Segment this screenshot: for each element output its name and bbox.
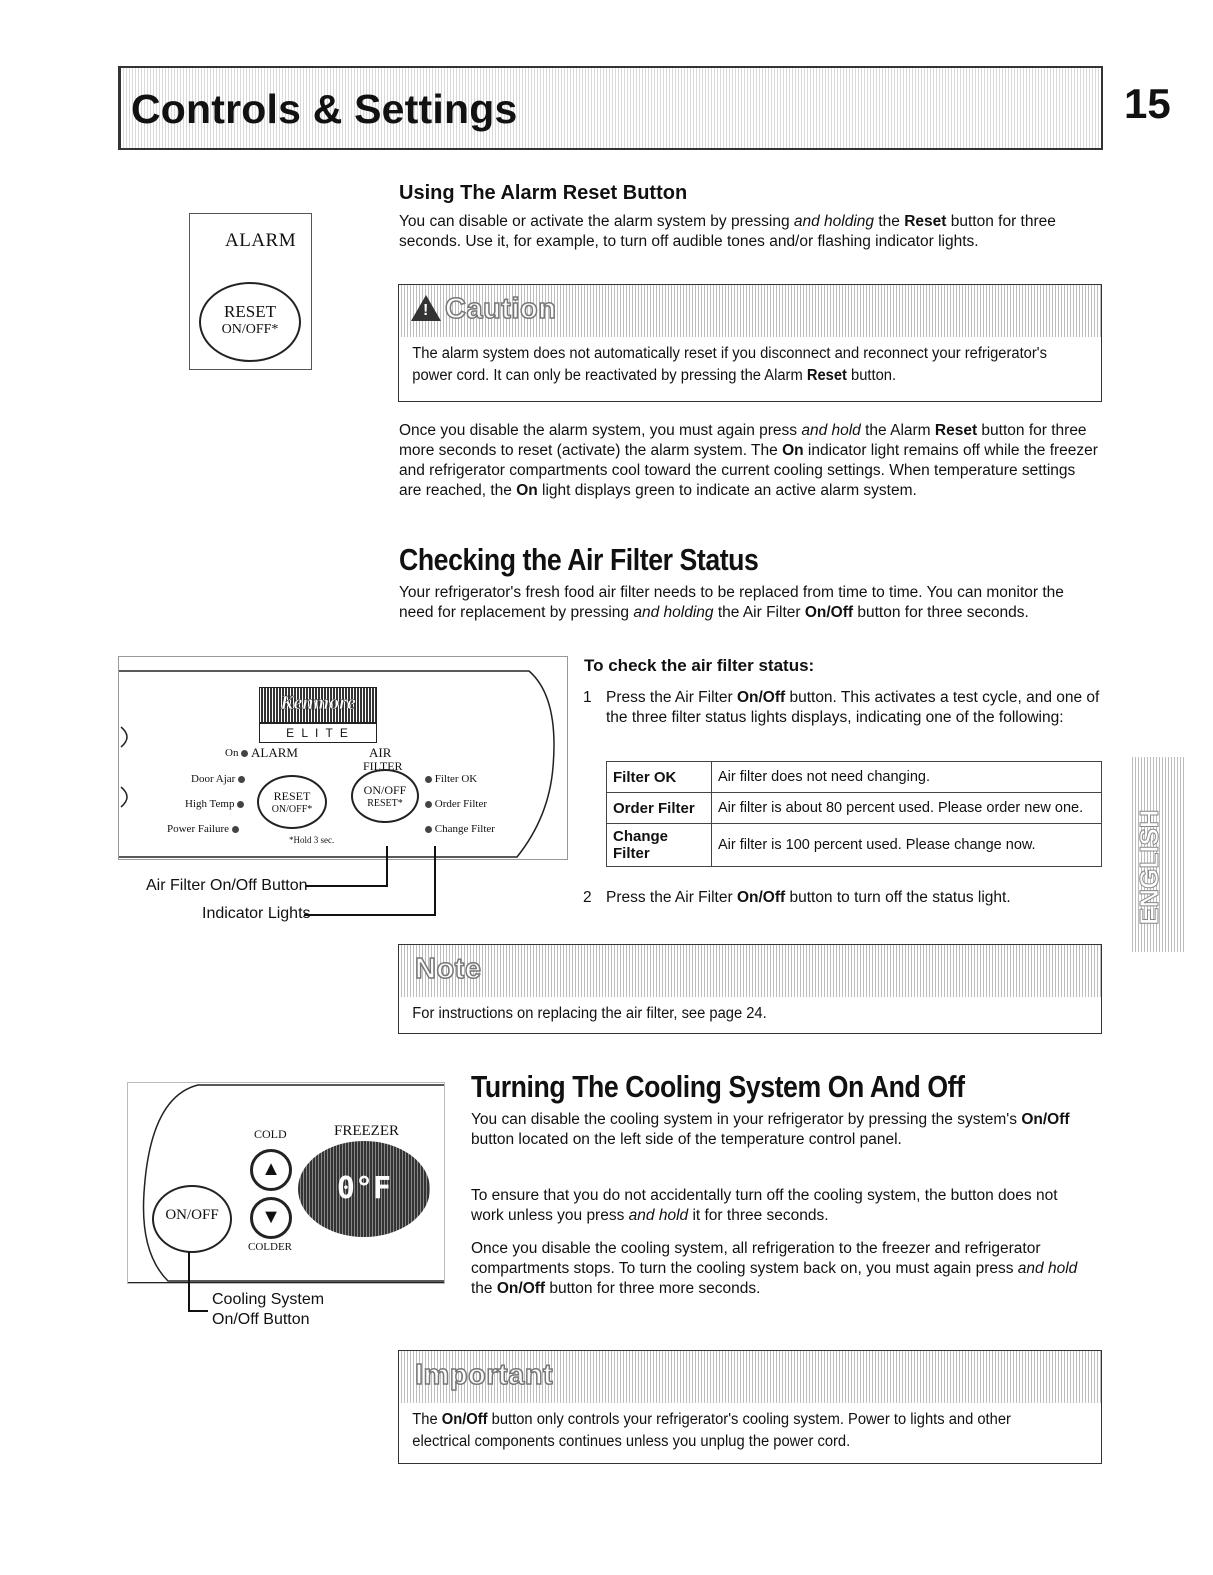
table-row: Filter OK Air filter does not need changing. [607, 762, 1102, 793]
onoff-label: ON/OFF* [221, 322, 279, 337]
filter-label: FILTER [363, 759, 403, 773]
callout-line [188, 1252, 190, 1312]
order-filter-indicator: Order Filter [425, 798, 487, 810]
led-icon [425, 776, 432, 783]
on-indicator-label: On [225, 747, 248, 759]
table-row: Change Filter Air filter is 100 percent used. Please change now. [607, 824, 1102, 867]
cooling-button-callout-line1: Cooling System [212, 1291, 325, 1308]
filter-ok-indicator: Filter OK [425, 773, 477, 785]
door-ajar-label: Door Ajar [191, 773, 245, 785]
table-row: Order Filter Air filter is about 80 percent used. Please order new one. [607, 793, 1102, 824]
important-callout [398, 1350, 1102, 1464]
page-number: 15 [1124, 80, 1171, 127]
led-icon [232, 826, 239, 833]
temperature-display: 0°F [298, 1141, 430, 1237]
cooling-paragraph-2: To ensure that you do not accidentally turn off the cooling system, the button does not work unless you press and hold it for three seconds. [471, 1187, 1058, 1224]
filter-status-table [606, 761, 1102, 867]
callout-line [304, 914, 436, 916]
note-title-bar [399, 945, 1101, 997]
cold-label: COLD [254, 1127, 287, 1141]
alarm-reset-paragraph-1: You can disable or activate the alarm system by pressing and holding the Reset button for three seconds. Use it, for example, to turn off audible tones and/or flashing indicator lights. [399, 213, 1056, 250]
colder-down-button-illustration: ▼ [250, 1197, 292, 1239]
cooling-onoff-button-illustration: ON/OFF [152, 1185, 232, 1253]
elite-label: E L I T E [259, 723, 377, 743]
cooling-panel-illustration [127, 1082, 445, 1284]
note-callout [398, 944, 1102, 1034]
caution-title: Caution [445, 293, 557, 325]
filter-control-panel-illustration [118, 656, 568, 860]
alarm-reset-paragraph-2: Once you disable the alarm system, you must again press and hold the Alarm Reset button for three more seconds to reset (activate) the alarm system. The On indicator light remains off while the freezer and refrigerator compartments cool toward the current cooling settings. When temperature settings are reached, the On light displays green to indicate an active alarm system. [399, 422, 1098, 499]
freezer-label: FREEZER [334, 1123, 400, 1139]
alarm-panel-illustration [189, 213, 312, 370]
hold-note: *Hold 3 sec. [289, 835, 335, 845]
language-side-tab: ENGLISH [1130, 757, 1184, 952]
power-failure-label: Power Failure [167, 823, 239, 835]
callout-line [306, 885, 388, 887]
caution-text: The alarm system does not automatically reset if you disconnect and reconnect your refrigerator's power cord. It can only be reactivated by pressing the Alarm Reset button. [412, 345, 1047, 384]
step-2: 2 Press the Air Filter On/Off button to turn off the status light. [583, 889, 1011, 906]
important-title-bar [399, 1351, 1101, 1403]
indicator-lights-callout: Indicator Lights [202, 905, 311, 922]
caution-callout [398, 284, 1102, 402]
alarm-reset-heading: Using The Alarm Reset Button [399, 182, 688, 204]
alarm-label: ALARM [225, 230, 297, 251]
steps-heading: To check the air filter status: [584, 656, 815, 675]
colder-label: COLDER [248, 1241, 292, 1253]
led-icon [237, 801, 244, 808]
led-icon [425, 801, 432, 808]
callout-line [188, 1310, 208, 1312]
cooling-button-callout-line2: On/Off Button [212, 1311, 310, 1328]
warning-icon: ! [411, 295, 441, 321]
step-1: 1 Press the Air Filter On/Off button. This activates a test cycle, and one of the three filter status lights displays, indicating one of the following: [583, 689, 1100, 726]
cold-up-button-illustration: ▲ [250, 1149, 292, 1191]
filter-onoff-button-illustration: ON/OFF RESET* [351, 769, 419, 823]
header-banner [118, 66, 1103, 150]
cooling-paragraph-3: Once you disable the cooling system, all refrigeration to the freezer and refrigerator compartments stops. To turn the cooling system back on, you must again press and hold the On/Off button for three more seconds. [471, 1240, 1078, 1297]
alarm-label-2: ALARM [251, 745, 298, 760]
high-temp-label: High Temp [185, 798, 244, 810]
reset-button-illustration-2: RESET ON/OFF* [257, 775, 327, 829]
callout-line [434, 846, 436, 916]
air-label: AIR [369, 745, 392, 760]
important-title: Important [415, 1359, 554, 1391]
reset-label: RESET [224, 302, 276, 321]
cooling-heading: Turning The Cooling System On And Off [471, 1069, 965, 1104]
page-title: Controls & Settings [131, 86, 518, 132]
caution-title-bar [399, 285, 1101, 337]
led-icon [238, 776, 245, 783]
air-filter-paragraph: Your refrigerator's fresh food air filter needs to be replaced from time to time. You can monitor the need for replacement by pressing and holding the Air Filter On/Off button for three seconds. [399, 584, 1064, 621]
led-icon [425, 826, 432, 833]
note-title: Note [415, 953, 482, 985]
cooling-paragraph-1: You can disable the cooling system in your refrigerator by pressing the system's On/Off button located on the left side of the temperature control panel. [471, 1111, 1070, 1148]
led-icon [241, 750, 248, 757]
important-text: The On/Off button only controls your refrigerator's cooling system. Power to lights and other electrical components continues unless you unplug the power cord. [412, 1411, 1011, 1450]
note-text: For instructions on replacing the air filter, see page 24. [412, 1005, 767, 1022]
air-filter-button-callout: Air Filter On/Off Button [146, 877, 308, 894]
reset-button-illustration [199, 282, 301, 362]
change-filter-indicator: Change Filter [425, 823, 495, 835]
air-filter-heading: Checking the Air Filter Status [399, 542, 759, 577]
kenmore-logo: Kenmore [259, 687, 377, 723]
callout-line [386, 846, 388, 886]
